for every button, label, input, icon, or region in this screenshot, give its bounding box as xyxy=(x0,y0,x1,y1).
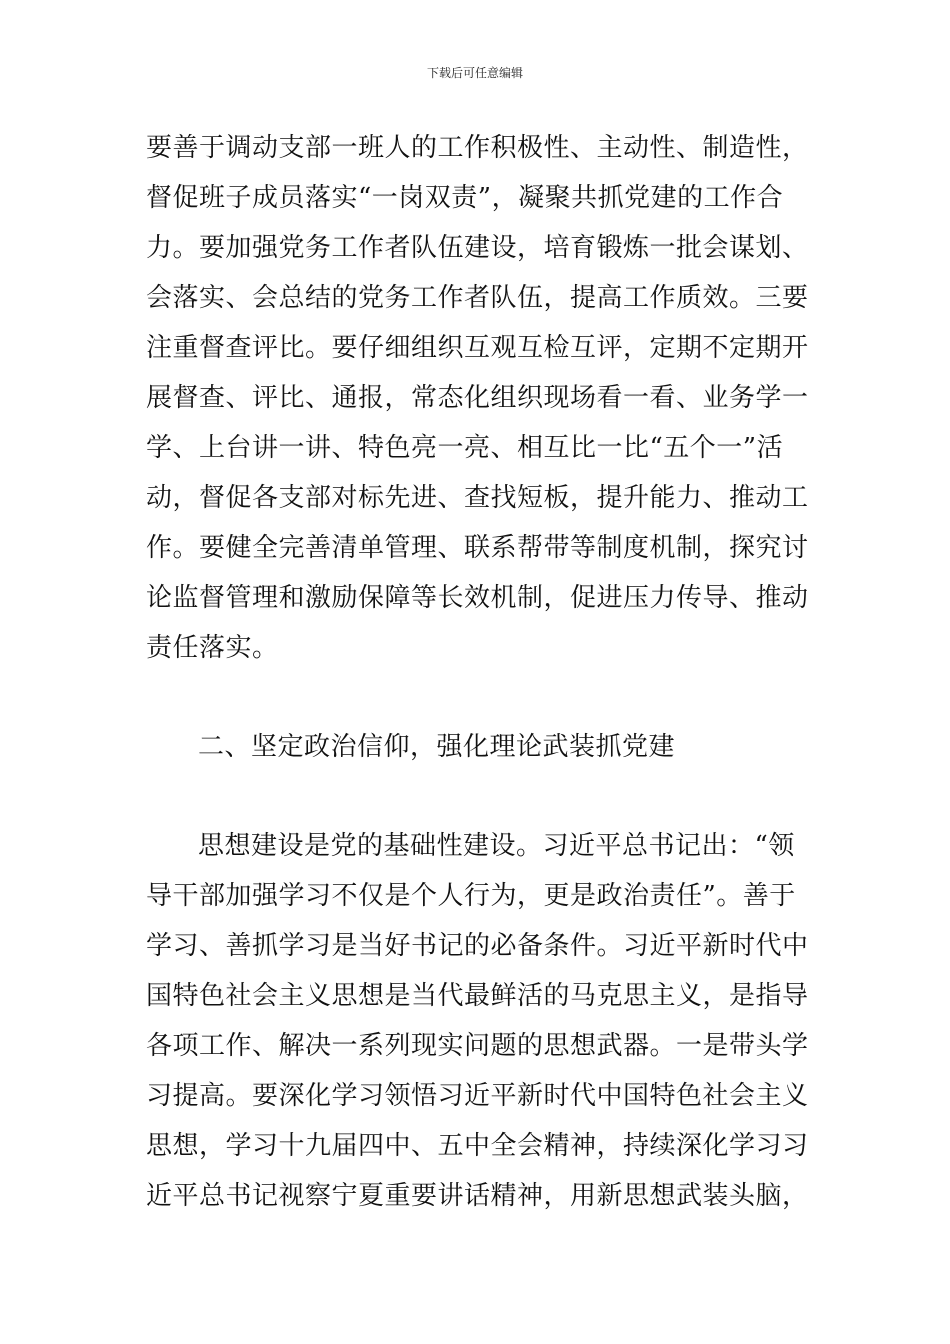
section-heading: 二、坚定政治信仰，强化理论武装抓党建 xyxy=(198,732,676,762)
paragraph-line: 论监督管理和激励保障等长效机制，促进压力传导、推动 xyxy=(146,583,809,613)
paragraph-line: 各项工作、解决一系列现实问题的思想武器。一是带头学 xyxy=(146,1031,809,1061)
paragraph-line: 责任落实。 xyxy=(146,633,279,663)
paragraph-line: 力。要加强党务工作者队伍建设，培育锻炼一批会谋划、 xyxy=(146,233,809,263)
paragraph-line: 会落实、会总结的党务工作者队伍，提高工作质效。三要 xyxy=(146,283,809,313)
paragraph-line: 近平总书记视察宁夏重要讲话精神，用新思想武装头脑， xyxy=(146,1181,809,1211)
paragraph-line: 作。要健全完善清单管理、联系帮带等制度机制，探究讨 xyxy=(146,533,809,563)
paragraph-line: 学、上台讲一讲、特色亮一亮、相互比一比“五个一”活 xyxy=(146,433,784,463)
paragraph-line: 督促班子成员落实“一岗双责”，凝聚共抓党建的工作合 xyxy=(146,183,784,213)
paragraph-line: 思想建设是党的基础性建设。习近平总书记出：“领 xyxy=(198,831,795,861)
paragraph-line: 导干部加强学习不仅是个人行为，更是政治责任”。善于 xyxy=(146,881,796,911)
paragraph-line: 展督查、评比、通报，常态化组织现场看一看、业务学一 xyxy=(146,383,809,413)
paragraph-line: 国特色社会主义思想是当代最鲜活的马克思主义，是指导 xyxy=(146,981,809,1011)
paragraph-line: 学习、善抓学习是当好书记的必备条件。习近平新时代中 xyxy=(146,931,809,961)
paragraph-line: 要善于调动支部一班人的工作积极性、主动性、制造性， xyxy=(146,133,809,163)
paragraph-line: 思想，学习十九届四中、五中全会精神，持续深化学习习 xyxy=(146,1131,809,1161)
paragraph-line: 习提高。要深化学习领悟习近平新时代中国特色社会主义 xyxy=(146,1081,809,1111)
paragraph-line: 动，督促各支部对标先进、查找短板，提升能力、推动工 xyxy=(146,483,809,513)
paragraph-line: 注重督查评比。要仔细组织互观互检互评，定期不定期开 xyxy=(146,333,809,363)
page-header: 下载后可任意编辑 xyxy=(426,66,523,80)
